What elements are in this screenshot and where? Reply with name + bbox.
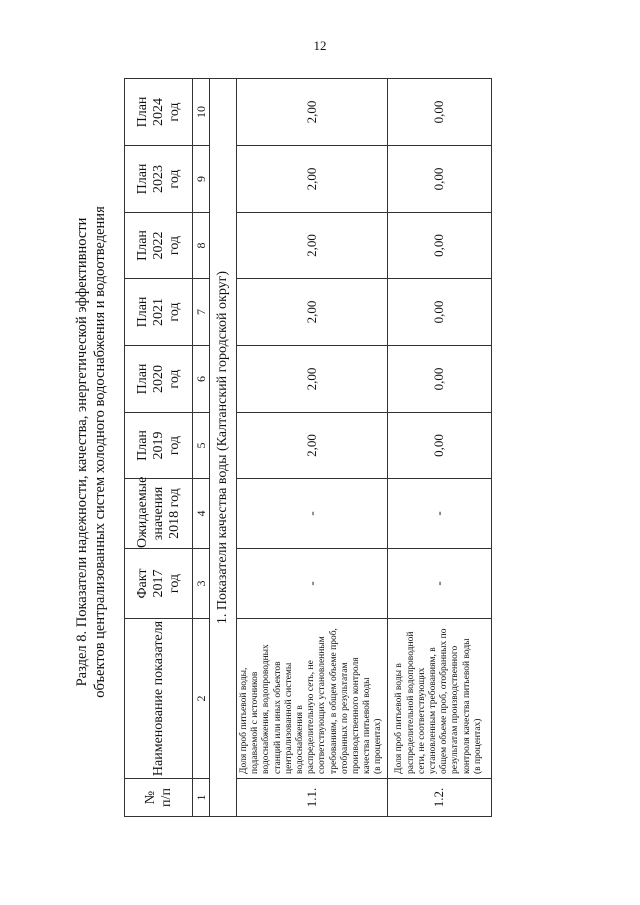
header-cell: План 2020 год <box>125 346 193 413</box>
value-cell: 2,00 <box>237 213 388 279</box>
value-cell: 0,00 <box>387 79 491 146</box>
header-cell: План 2023 год <box>125 146 193 213</box>
header-cell: План 2022 год <box>125 213 193 279</box>
value-cell: 2,00 <box>237 346 388 413</box>
value-cell: 2,00 <box>237 146 388 213</box>
page-number: 12 <box>313 38 327 53</box>
column-number-cell: 9 <box>193 146 210 213</box>
column-number-cell: 5 <box>193 413 210 479</box>
value-cell: - <box>237 479 388 549</box>
value-cell: 0,00 <box>387 213 491 279</box>
row-number: 1.1. <box>237 779 388 817</box>
indicators-table <box>124 78 492 817</box>
header-cell: План 2019 год <box>125 413 193 479</box>
indicator-name: Доля проб питьевой воды в распределительной водопроводной сети, не соответствующих установленным требованиям, в общем объеме проб, отобранных по результатам производственного контроля качества питьевой воды (в процентах) <box>387 619 491 779</box>
section-row <box>210 79 237 817</box>
header-cell: Факт 2017 год <box>125 549 193 619</box>
header-cell: № п/п <box>125 779 193 817</box>
header-cell: План 2024 год <box>125 79 193 146</box>
value-cell: 2,00 <box>237 413 388 479</box>
section-title-line-1: Раздел 8. Показатели надежности, качества, энергетической эффективности <box>74 217 90 687</box>
column-number-cell: 7 <box>193 279 210 346</box>
table-row <box>387 79 491 817</box>
value-cell: - <box>237 549 388 619</box>
indicator-name: Доля проб питьевой воды, подаваемой с источников водоснабжения, водопроводных станций или иных объектов централизованной системы водоснабжения в распределительную сеть, не соответствующих установленным требованиям, в общем объеме проб, отобранных по результатам производственного контроля качества питьевой воды (в процентах) <box>237 619 388 779</box>
value-cell: 2,00 <box>237 79 388 146</box>
value-cell: 0,00 <box>387 346 491 413</box>
column-number-cell: 6 <box>193 346 210 413</box>
table-row <box>237 79 388 817</box>
column-number-cell: 2 <box>193 619 210 779</box>
value-cell: 0,00 <box>387 413 491 479</box>
header-cell: Ожидаемые значения 2018 год <box>125 479 193 549</box>
column-number-row <box>193 79 210 817</box>
value-cell: 2,00 <box>237 279 388 346</box>
rotated-landscape-sheet <box>42 72 590 832</box>
value-cell: - <box>387 479 491 549</box>
section-heading: 1. Показатели качества воды (Калтанский городской округ) <box>210 79 237 817</box>
column-number-cell: 4 <box>193 479 210 549</box>
value-cell: - <box>387 549 491 619</box>
header-cell: План 2021 год <box>125 279 193 346</box>
value-cell: 0,00 <box>387 279 491 346</box>
column-number-cell: 10 <box>193 79 210 146</box>
header-cell: Наименование показателя <box>125 619 193 779</box>
row-number: 1.2. <box>387 779 491 817</box>
header-row <box>125 79 193 817</box>
column-number-cell: 8 <box>193 213 210 279</box>
column-number-cell: 3 <box>193 549 210 619</box>
section-title-line-2: объектов централизованных систем холодного водоснабжения и водоотведения <box>92 206 108 698</box>
value-cell: 0,00 <box>387 146 491 213</box>
column-number-cell: 1 <box>193 779 210 817</box>
